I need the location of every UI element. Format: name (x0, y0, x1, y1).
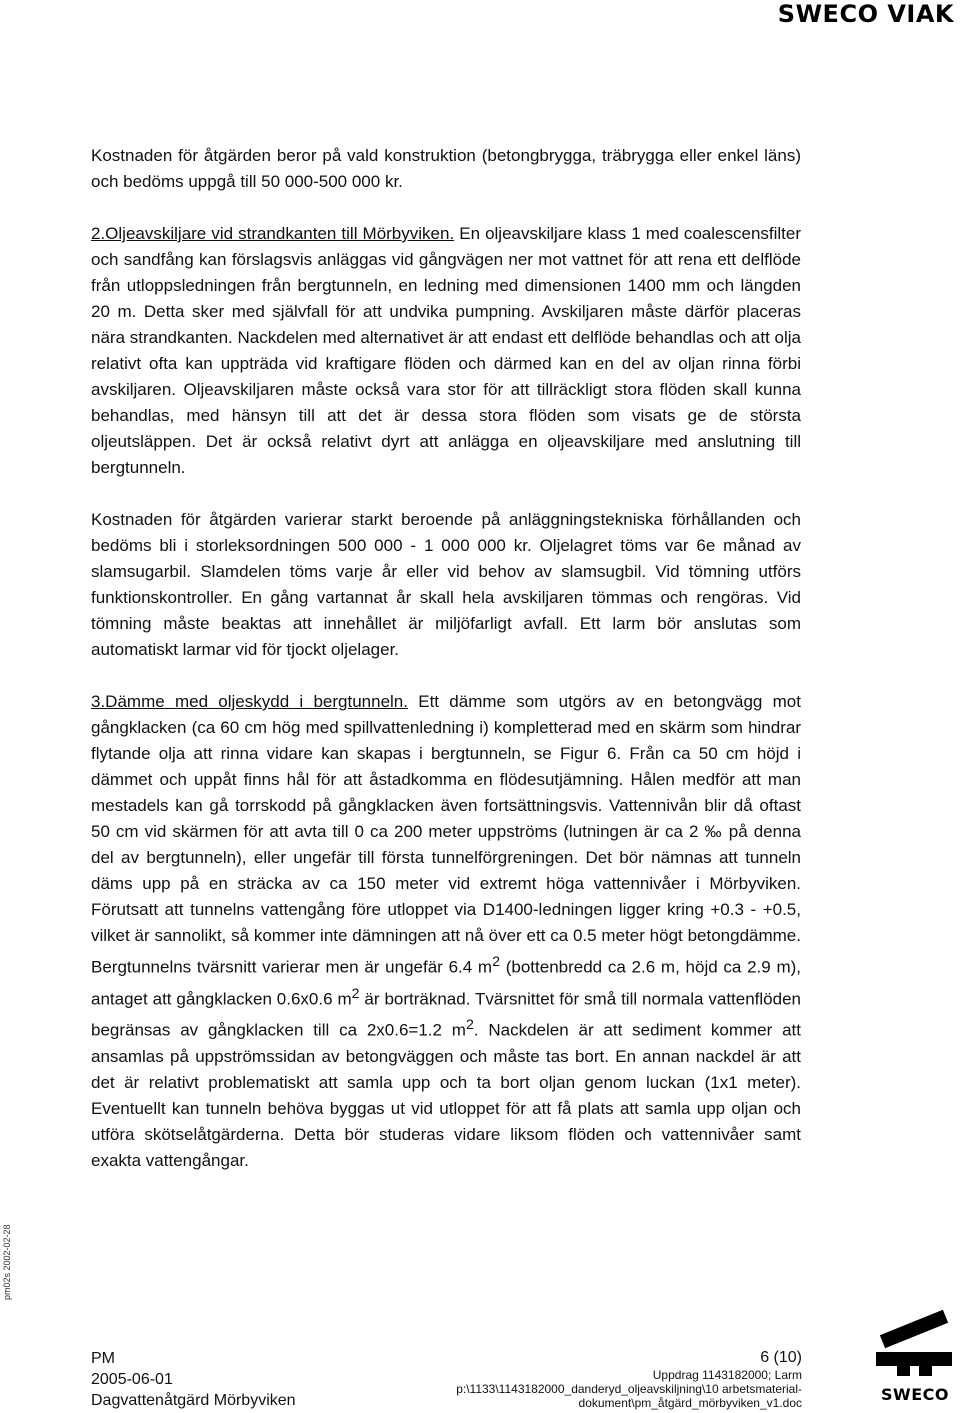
footer-right (456, 1348, 802, 1410)
side-code: pm02s 2002-02-28 (2, 1224, 12, 1300)
item-3-text-d: . Nackdelen är att sediment kommer att ansamlas på uppströmssidan av betongväggen och måste tas bort. En annan nackdel är att det är relativt problematiskt att samla upp och ta bort oljan genom luckan (1x1 meter). Eventuellt kan tunneln behöva byggas ut vid utloppet för att få plats att samla upp oljan och utföra skötselåtgärderna. Detta bör studeras vidare liksom flöden och vattennivåer samt exakta vattengångar. (91, 1020, 801, 1170)
footer-date: 2005-06-01 (91, 1371, 173, 1388)
footer-path-2: dokument\pm_åtgärd_mörbyviken_v1.doc (578, 1396, 802, 1410)
item-3-heading: 3.Dämme med oljeskydd i bergtunneln. (91, 692, 408, 711)
item-2-heading: 2.Oljeavskiljare vid strandkanten till Mörbyviken. (91, 224, 455, 243)
item-3-text-b: (bottenbredd ca 2.6 m, höjd ca 2.9 m), antaget att gångklacken 0.6x0.6 m (91, 957, 802, 1009)
item-3-text-a: Ett dämme som utgörs av en betongvägg mot gångklacken (ca 60 cm hög med spillvattenledning i) kompletterad med en skärm som hindrar flytande olja att rinna vidare kan skapas i bergtunneln, se Figur 6. Från ca 50 cm höjd i dämmet och uppåt finns hål för att åstadkomma en flödesutjämning. Hålen medför att man mestadels kan gå torrskodd på gångklacken även fortsättningsvis. Vattennivån blir då oftast 50 cm vid skärmen för att avta till 0 ca 200 meter uppströms (lutningen är ca 2 ‰ på denna del av bergtunneln), eller ungefär till första tunnelförgreningen. Det bör nämnas att tunneln däms upp på en sträcka av ca 150 meter vid extremt höga vattennivåer i Mörbyviken. Förutsatt att tunnelns vattengång före utloppet via D1400-ledningen ligger kring +0.3 - +0.5, vilket är sannolikt, så kommer inte dämningen att nå över ett ca 0.5 meter högt betongdämme. Bergtunnelns tvärsnitt varierar men är ungefär 6.4 m (91, 692, 801, 977)
paragraph-cost-2: Kostnaden för åtgärden varierar starkt beroende på anläggningstekniska förhållanden och bedöms bli i storleksordningen 500 000 - 1 000 000 kr. Oljelagret töms var 6e månad av slamsugarbil. Slamdelen töms varje år eller vid behov av slamsugbil. Vid tömning utförs funktionskontroller. En gång vartannat år skall hela avskiljaren tömmas och rengöras. Vid tömning måste beaktas att innehållet är miljöfarligt avfall. Ett larm bör anslutas som automatiskt larmar vid för tjockt oljelager. (91, 510, 801, 659)
footer-path-1: p:\1133\1143182000_danderyd_oljeavskiljning\10 arbetsmaterial- (456, 1382, 802, 1396)
item-3-text-c: är borträknad. Tvärsnittet för små till normala vattenflöden begränsas av gångklacken till ca 2x0.6=1.2 m (91, 989, 801, 1040)
footer-title: Dagvattenåtgärd Mörbyviken (91, 1392, 296, 1409)
paragraph-item-2 (91, 221, 801, 481)
footer-assignment: Uppdrag 1143182000; Larm (652, 1368, 802, 1382)
paragraph-item-3 (91, 689, 801, 1174)
footer-author: PM (91, 1350, 115, 1367)
brand-header: SWECO VIAK (777, 0, 954, 28)
item-2-text: En oljeavskiljare klass 1 med coalescensfilter och sandfång kan förslagsvis anläggas vid gångvägen ner mot vattnet för att rena ett delflöde från utloppsledningen från bergtunneln, en ledning med dimensionen 1400 mm och längden 20 m. Detta sker med självfall för att undvika pumpning. Avskiljaren måste därför placeras nära strandkanten. Nackdelen med alternativet är att endast ett delflöde behandlas och att olja relativt ofta kan uppträda vid kraftigare flöden och därmed kan en del av oljan rinna förbi avskiljaren. Oljeavskiljaren måste också vara stor för att tillräckligt stora flöden skall kunna behandlas, med hänsyn till att det är dessa stora flöden som visats ge de största oljeutsläppen. Det är också relativt dyrt att anlägga en oljeavskiljare med anslutning till bergtunneln. (91, 224, 802, 477)
paragraph-cost-1: Kostnaden för åtgärden beror på vald konstruktion (betongbrygga, träbrygga eller enkel läns) och bedöms uppgå till 50 000-500 000 kr. (91, 146, 801, 191)
document-body (91, 143, 801, 1200)
superscript-2: 2 (465, 1017, 474, 1034)
superscript-2: 2 (492, 954, 500, 970)
sweco-wordmark: SWECO (881, 1385, 949, 1404)
footer-left (91, 1348, 296, 1411)
superscript-2: 2 (351, 985, 360, 1002)
footer-page: 6 (10) (760, 1349, 802, 1366)
